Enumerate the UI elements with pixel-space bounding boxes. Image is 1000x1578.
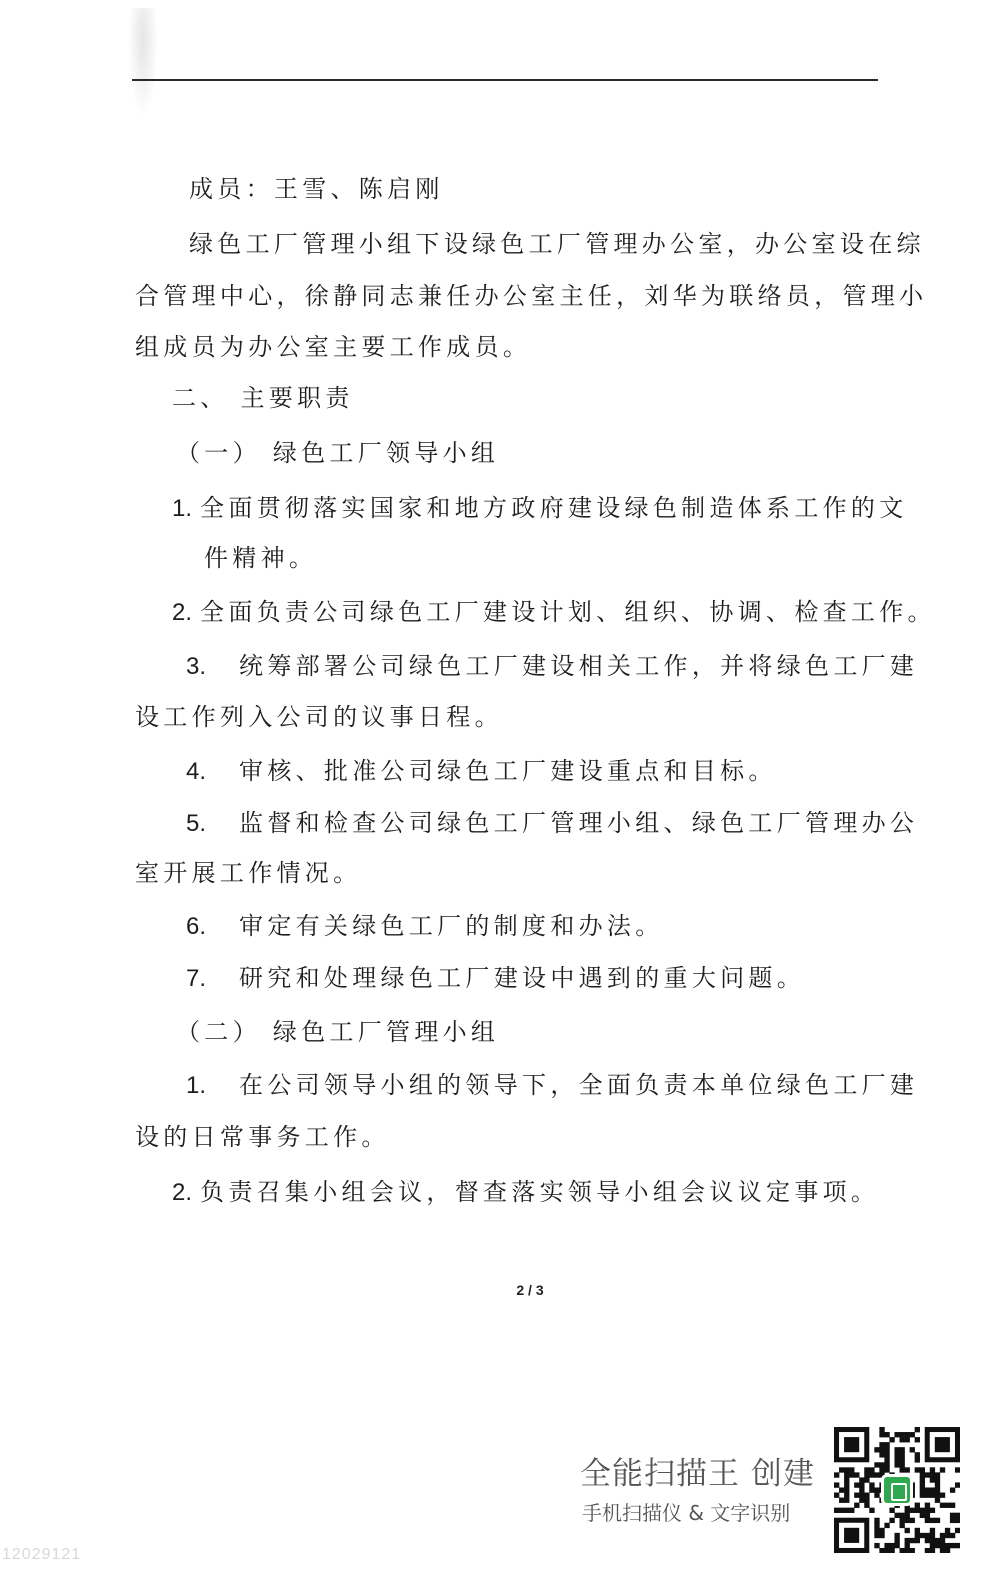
list-item (186, 910, 664, 943)
list-item-continuation: 室开展工作情况。 (135, 859, 362, 887)
list-item-continuation: 件精神。 (204, 544, 318, 572)
list-item (186, 755, 777, 788)
scan-smudge (128, 8, 158, 118)
list-item-continuation: 设的日常事务工作。 (135, 1123, 390, 1151)
list-item (186, 1069, 918, 1102)
body-line: 组成员为办公室主要工作成员。 (135, 333, 532, 361)
subsection-heading: （二） 绿色工厂管理小组 (176, 1018, 500, 1046)
item-number: 7. (186, 965, 207, 992)
list-item-continuation: 设工作列入公司的议事日程。 (135, 703, 503, 731)
list-item (186, 807, 918, 840)
item-text: 在公司领导小组的领导下，全面负责本单位绿色工厂建 (239, 1071, 919, 1099)
list-item (186, 650, 918, 683)
page-number: 2 / 3 (516, 1282, 544, 1298)
list-item (186, 962, 805, 995)
section-heading: 二、 主要职责 (172, 384, 354, 412)
item-text: 全面负责公司绿色工厂建设计划、组织、协调、检查工作。 (200, 598, 936, 626)
list-item (172, 492, 908, 525)
footer-code: 12029121 (2, 1546, 82, 1563)
item-number: 5. (186, 810, 207, 837)
subsection-heading: （一） 绿色工厂领导小组 (176, 439, 500, 467)
item-number: 2. (172, 1179, 193, 1206)
list-item (172, 596, 936, 629)
scanner-app-icon (881, 1474, 913, 1506)
item-text: 统筹部署公司绿色工厂建设相关工作，并将绿色工厂建 (239, 652, 919, 680)
item-number: 1. (186, 1072, 207, 1099)
body-line: 绿色工厂管理小组下设绿色工厂管理办公室，办公室设在综 (189, 230, 925, 258)
item-number: 6. (186, 913, 207, 940)
item-text: 审定有关绿色工厂的制度和办法。 (239, 912, 664, 940)
item-text: 监督和检查公司绿色工厂管理小组、绿色工厂管理办公 (239, 809, 919, 837)
item-text: 全面贯彻落实国家和地方政府建设绿色制造体系工作的文 (200, 494, 908, 522)
qr-code-icon[interactable] (834, 1427, 960, 1553)
item-text: 研究和处理绿色工厂建设中遇到的重大问题。 (239, 964, 806, 992)
body-line: 合管理中心，徐静同志兼任办公室主任，刘华为联络员，管理小 (135, 282, 928, 310)
item-number: 2. (172, 599, 193, 626)
item-text: 负责召集小组会议，督查落实领导小组会议议定事项。 (200, 1178, 880, 1206)
header-rule (132, 79, 878, 81)
item-text: 审核、批准公司绿色工厂建设重点和目标。 (239, 757, 777, 785)
watermark-title: 全能扫描王 创建 (580, 1456, 815, 1492)
members-line: 成员：王雪、陈启刚 (189, 175, 444, 203)
watermark-subtitle: 手机扫描仪 & 文字识别 (582, 1501, 791, 1525)
item-number: 3. (186, 653, 207, 680)
list-item (172, 1176, 879, 1209)
item-number: 1. (172, 495, 193, 522)
item-number: 4. (186, 758, 207, 785)
